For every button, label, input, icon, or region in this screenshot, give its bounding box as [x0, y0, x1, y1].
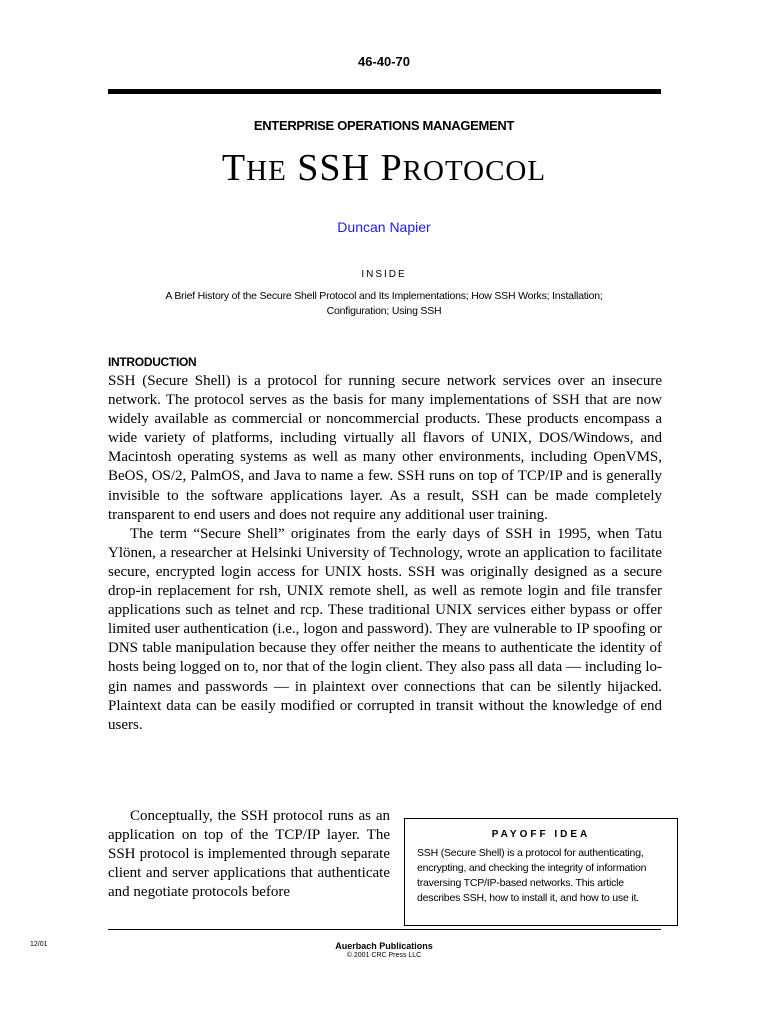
footer-date: 12/01: [30, 941, 48, 948]
paragraph: The term “Secure Shell” originates from the early days of SSH in 1995, when Tatu Ylönen, a researcher at Helsinki University of Technology, wrote an application to facilitate secure, encrypted login access for UNIX hosts. SSH was originally designed as a secure drop-in replacement for rsh, UNIX remote shell, as well as remote login and file transfer applications such as telnet and rcp. These traditional UNIX services either bypass or offer limited user authentication (i.e., logon and password). They are vulnerable to IP spoofing or DNS table manipulation because they offer neither the means to authenticate the identity of hosts being logged on to, nor that of the login client. They also pass all data — including login names and passwords — in plaintext over connections that can be silently hijacked. Plaintext data can be easily modified or corrupted in transit without the knowledge of end users.: [108, 525, 662, 733]
payoff-heading: PAYOFF IDEA: [491, 829, 591, 840]
author-name: Duncan Napier: [337, 219, 431, 235]
section-title: ENTERPRISE OPERATIONS MANAGEMENT: [253, 118, 515, 133]
inside-heading: INSIDE: [361, 269, 407, 280]
title-part: SSH: [297, 147, 371, 189]
publisher-name: Auerbach Publications: [335, 941, 433, 951]
body-column: [108, 807, 390, 902]
introduction-heading: INTRODUCTION: [108, 355, 197, 369]
title-part: T: [221, 147, 247, 189]
copyright-notice: © 2001 CRC Press LLC: [346, 952, 422, 959]
header-rule: [108, 89, 661, 94]
document-number: 46-40-70: [357, 54, 411, 69]
title-part: P: [380, 147, 403, 189]
footer-rule: [108, 929, 661, 930]
body-text: [108, 372, 662, 735]
payoff-text: SSH (Secure Shell) is a protocol for authenticating, encrypting, and checking the integrity of information traversing TCP/IP-based networks. This article describes SSH, how to install it, and how to use it.: [417, 847, 647, 904]
title-part: HE: [246, 155, 287, 187]
article-title: [0, 146, 768, 190]
payoff-idea-box: [404, 818, 678, 926]
inside-summary: A Brief History of the Secure Shell Protocol and Its Implementations; How SSH Works; Installation; Configuration; Using SSH: [165, 290, 603, 317]
title-part: ROTOCOL: [402, 155, 547, 187]
paragraph: Conceptually, the SSH protocol runs as an application on top of the TCP/IP layer. The SSH protocol is implemented through separate client and server applications that authenticate and negotiate protocols before: [108, 808, 390, 901]
paragraph: SSH (Secure Shell) is a protocol for running secure network services over an insecure network. The protocol serves as the basis for many implementations of SSH that are now widely available as commercial or noncommercial products. These products encompass a wide variety of platforms, including virtually all flavors of UNIX, DOS/Windows, and Macintosh operating systems as well as many other environments, including OpenVMS, BeOS, OS/2, PalmOS, and Java to name a few. SSH runs on top of TCP/IP and is generally invisible to the software applications layer. As a result, SSH can be made completely transparent to end users and does not require any additional user training.: [108, 373, 662, 523]
